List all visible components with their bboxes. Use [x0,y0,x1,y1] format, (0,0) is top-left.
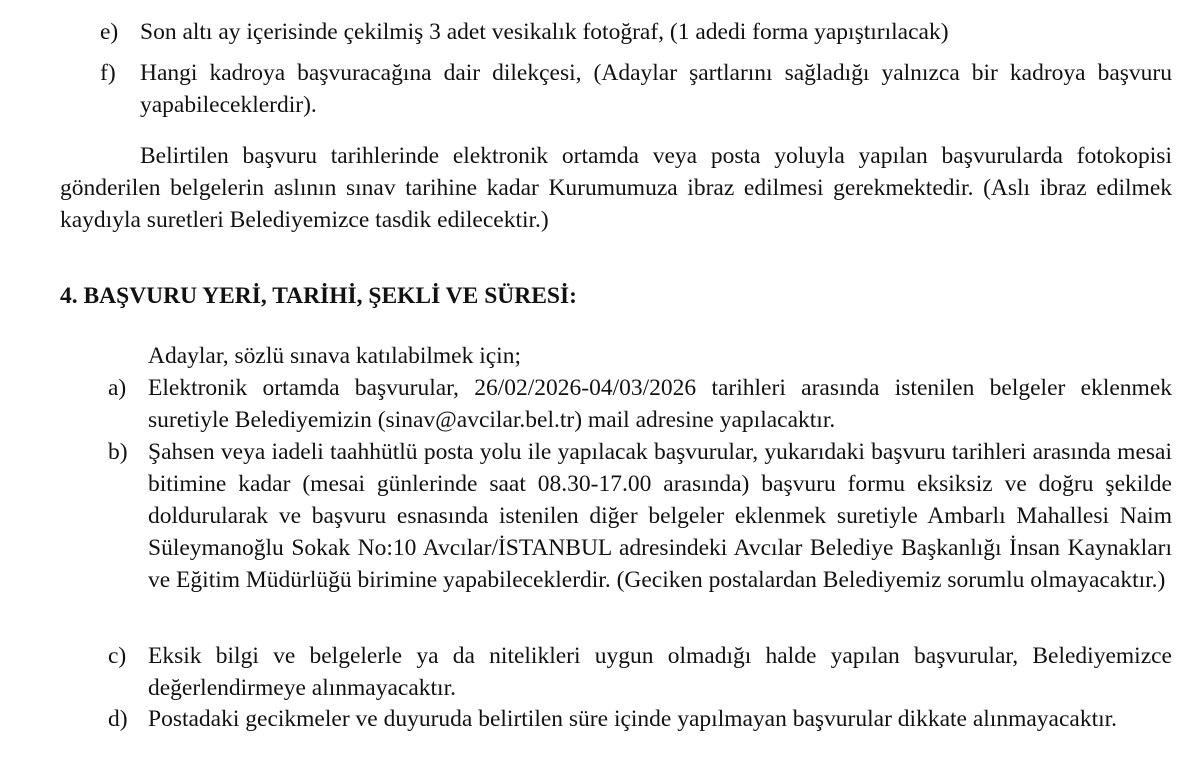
list-item-text: Hangi kadroya başvuracağına dair dilekçesi, (Adaylar şartlarını sağladığı yalnızca bir kadroya başvuru yapabileceklerdir). [140,60,1172,118]
list-item-d [108,703,1172,735]
list-item-text: Elektronik ortamda başvurular, 26/02/2026-04/03/2026 tarihleri arasında istenilen belgeler eklenmek suretiyle Belediyemizin (sinav@avcilar.bel.tr) mail adresine yapılacaktır. [148,375,1172,433]
list-item-e [100,16,1172,48]
list-item-text: Şahsen veya iadeli taahhütlü posta yolu ile yapılacak başvurular, yukarıdaki başvuru tarihleri arasında mesai bitimine kadar (mesai günlerinde saat 08.30-17.00 arasında) başvuru formu eksiksiz ve doğru şekilde doldurularak ve başvuru esnasında istenilen diğer belgeler eklenmek suretiyle Ambarlı Mahallesi Naim Süleymanoğlu Sokak No:10 Avcılar/İSTANBUL adresindeki Avcılar Belediye Başkanlığı İnsan Kaynakları ve Eğitim Müdürlüğü birimine yapabileceklerdir. (Geciken postalardan Belediyemiz sorumlu olmayacaktır.) [148,439,1172,593]
list-item-f [100,57,1172,121]
list-item-text: Eksik bilgi ve belgelerle ya da nitelikleri uygun olmadığı halde yapılan başvurular, Belediyemizce değerlendirmeye alınmayacaktır. [148,643,1172,701]
list-item-text: Postadaki gecikmeler ve duyuruda belirtilen süre içinde yapılmayan başvurular dikkate alınmayacaktır. [148,706,1118,732]
list-marker: e) [100,19,119,45]
list-item-c [108,640,1172,704]
list-marker: a) [108,375,127,401]
list-marker: f) [100,60,116,86]
list-item-text: Son altı ay içerisinde çekilmiş 3 adet vesikalık fotoğraf, (1 adedi forma yapıştırılacak) [140,19,949,45]
body-paragraph: Belirtilen başvuru tarihlerinde elektronik ortamda veya posta yoluyla yapılan başvurularda fotokopisi gönderilen belgelerin aslının sınav tarihine kadar Kurumumuza ibraz edilmesi gerekmektedir. (Aslı ibraz edilmek kaydıyla suretleri Belediyemizce tasdik edilecektir.) [60,143,1172,233]
list-item-a [108,372,1172,436]
section-intro: Adaylar, sözlü sınava katılabilmek için; [148,343,521,369]
list-marker: b) [108,439,128,465]
list-marker: d) [108,706,128,732]
list-marker: c) [108,643,127,669]
section-heading: 4. BAŞVURU YERİ, TARİHİ, ŞEKLİ VE SÜRESİ: [60,283,577,309]
list-item-b [108,436,1172,596]
